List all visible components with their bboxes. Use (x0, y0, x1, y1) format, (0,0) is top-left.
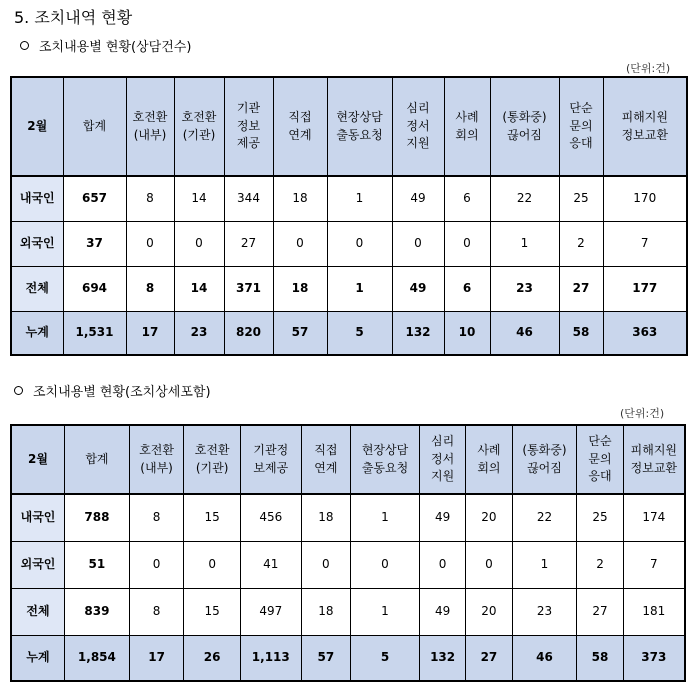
table-cell: 10 (444, 311, 490, 355)
table-cell: 1,854 (65, 635, 130, 681)
table2-header-cell: 사례 회의 (466, 425, 512, 494)
table-cell: 456 (240, 494, 301, 541)
table-cell: 5 (351, 635, 420, 681)
row-label: 외국인 (11, 221, 63, 266)
table-cell: 27 (466, 635, 512, 681)
table-cell: 25 (559, 176, 603, 221)
table-cell: 1 (327, 176, 392, 221)
table-cell: 820 (224, 311, 273, 355)
table-cell: 497 (240, 588, 301, 635)
table-cell: 17 (126, 311, 174, 355)
table2-header-cell: 호전환 (기관) (184, 425, 241, 494)
table2-subtitle (14, 381, 211, 400)
table-cell: 788 (65, 494, 130, 541)
table-cell: 15 (184, 494, 241, 541)
table-cell: 1 (490, 221, 559, 266)
table-cell: 0 (126, 221, 174, 266)
table-cell: 18 (273, 176, 327, 221)
table-cell: 57 (273, 311, 327, 355)
table-cell: 18 (301, 494, 350, 541)
table1-header-cell: 기관 정보 제공 (224, 77, 273, 176)
table1-row-cumulative (11, 311, 687, 355)
table-cell: 839 (65, 588, 130, 635)
table1 (10, 76, 688, 356)
table1-header-cell: (통화중) 끊어짐 (490, 77, 559, 176)
table-cell: 6 (444, 176, 490, 221)
table-cell: 46 (512, 635, 577, 681)
table-cell: 41 (240, 541, 301, 588)
table1-header-cell: 호전환 (내부) (126, 77, 174, 176)
table1-subtitle (20, 36, 191, 55)
table-cell: 7 (623, 541, 685, 588)
row-label: 전체 (11, 266, 63, 311)
table-cell: 15 (184, 588, 241, 635)
table-cell: 1 (351, 494, 420, 541)
table1-header-cell: 합계 (63, 77, 126, 176)
table-cell: 14 (174, 176, 224, 221)
table-cell: 1 (327, 266, 392, 311)
table1-header-cell: 2월 (11, 77, 63, 176)
section-title: 5. 조치내역 현황 (14, 8, 133, 27)
table-cell: 37 (63, 221, 126, 266)
table-cell: 2 (577, 541, 623, 588)
table-cell: 373 (623, 635, 685, 681)
table-cell: 25 (577, 494, 623, 541)
table-cell: 0 (444, 221, 490, 266)
table-cell: 0 (466, 541, 512, 588)
table-cell: 694 (63, 266, 126, 311)
table-cell: 27 (577, 588, 623, 635)
table2-row-cumulative (11, 635, 685, 681)
table1-header-cell: 직접 연계 (273, 77, 327, 176)
circle-bullet-icon (14, 386, 23, 395)
table-cell: 7 (603, 221, 687, 266)
table2-header-cell: 피해지원 정보교환 (623, 425, 685, 494)
table-cell: 58 (559, 311, 603, 355)
table-cell: 27 (559, 266, 603, 311)
table-cell: 18 (301, 588, 350, 635)
table-cell: 0 (301, 541, 350, 588)
table2-header-cell: 호전환 (내부) (129, 425, 184, 494)
table2-header-cell: 현장상담 출동요청 (351, 425, 420, 494)
table1-header-cell: 현장상담 출동요청 (327, 77, 392, 176)
table-cell: 371 (224, 266, 273, 311)
table-cell: 20 (466, 494, 512, 541)
table-cell: 174 (623, 494, 685, 541)
table2-header-cell: 기관정 보제공 (240, 425, 301, 494)
table2-header-cell: 2월 (11, 425, 65, 494)
table1-row-domestic (11, 176, 687, 221)
table-cell: 51 (65, 541, 130, 588)
row-label: 외국인 (11, 541, 65, 588)
table2-header-cell: 합계 (65, 425, 130, 494)
table1-header-row (11, 77, 687, 176)
table-cell: 0 (392, 221, 444, 266)
table-cell: 132 (419, 635, 465, 681)
table2-subtitle-text: 조치내용별 현황(조치상세포함) (33, 385, 211, 400)
table-cell: 17 (129, 635, 184, 681)
table2-header-row (11, 425, 685, 494)
table-cell: 657 (63, 176, 126, 221)
table-cell: 14 (174, 266, 224, 311)
table2-header-cell: 단순 문의 응대 (577, 425, 623, 494)
table-cell: 344 (224, 176, 273, 221)
table2-header-cell: 심리 정서 지원 (419, 425, 465, 494)
table-cell: 0 (327, 221, 392, 266)
table-cell: 8 (129, 588, 184, 635)
table-cell: 22 (512, 494, 577, 541)
table-cell: 49 (419, 494, 465, 541)
table-cell: 27 (224, 221, 273, 266)
table2 (10, 424, 686, 682)
table-cell: 18 (273, 266, 327, 311)
table2-header-cell: 직접 연계 (301, 425, 350, 494)
table1-row-total (11, 266, 687, 311)
row-label: 내국인 (11, 176, 63, 221)
row-label: 내국인 (11, 494, 65, 541)
table2-row-total (11, 588, 685, 635)
table1-header-cell: 호전환 (기관) (174, 77, 224, 176)
table-cell: 6 (444, 266, 490, 311)
table-cell: 0 (129, 541, 184, 588)
table2-row-domestic (11, 494, 685, 541)
row-label: 전체 (11, 588, 65, 635)
table-cell: 1 (351, 588, 420, 635)
table-cell: 8 (126, 266, 174, 311)
table-cell: 8 (129, 494, 184, 541)
table-cell: 0 (174, 221, 224, 266)
table-cell: 363 (603, 311, 687, 355)
table-cell: 5 (327, 311, 392, 355)
row-label: 누계 (11, 311, 63, 355)
table-cell: 49 (392, 176, 444, 221)
table-cell: 58 (577, 635, 623, 681)
table-cell: 1,531 (63, 311, 126, 355)
table-cell: 22 (490, 176, 559, 221)
table-cell: 26 (184, 635, 241, 681)
table-cell: 57 (301, 635, 350, 681)
table1-header-cell: 사례 회의 (444, 77, 490, 176)
table-cell: 0 (351, 541, 420, 588)
table-cell: 177 (603, 266, 687, 311)
table-cell: 0 (184, 541, 241, 588)
table-cell: 132 (392, 311, 444, 355)
table1-header-cell: 단순 문의 응대 (559, 77, 603, 176)
table-cell: 23 (490, 266, 559, 311)
table2-row-foreign (11, 541, 685, 588)
table-cell: 46 (490, 311, 559, 355)
table-cell: 170 (603, 176, 687, 221)
table-cell: 8 (126, 176, 174, 221)
circle-bullet-icon (20, 41, 29, 50)
table-cell: 23 (512, 588, 577, 635)
table1-subtitle-text: 조치내용별 현황(상담건수) (39, 40, 192, 55)
table-cell: 20 (466, 588, 512, 635)
table-cell: 181 (623, 588, 685, 635)
table-cell: 1,113 (240, 635, 301, 681)
table-cell: 0 (419, 541, 465, 588)
table-cell: 49 (419, 588, 465, 635)
table1-header-cell: 피해지원 정보교환 (603, 77, 687, 176)
table-cell: 1 (512, 541, 577, 588)
table-cell: 23 (174, 311, 224, 355)
table2-header-cell: (통화중) 끊어짐 (512, 425, 577, 494)
table2-unit: (단위:건) (620, 407, 665, 420)
table-cell: 2 (559, 221, 603, 266)
row-label: 누계 (11, 635, 65, 681)
table1-unit: (단위:건) (626, 62, 671, 75)
table-cell: 0 (273, 221, 327, 266)
table1-row-foreign (11, 221, 687, 266)
table-cell: 49 (392, 266, 444, 311)
table1-header-cell: 심리 정서 지원 (392, 77, 444, 176)
